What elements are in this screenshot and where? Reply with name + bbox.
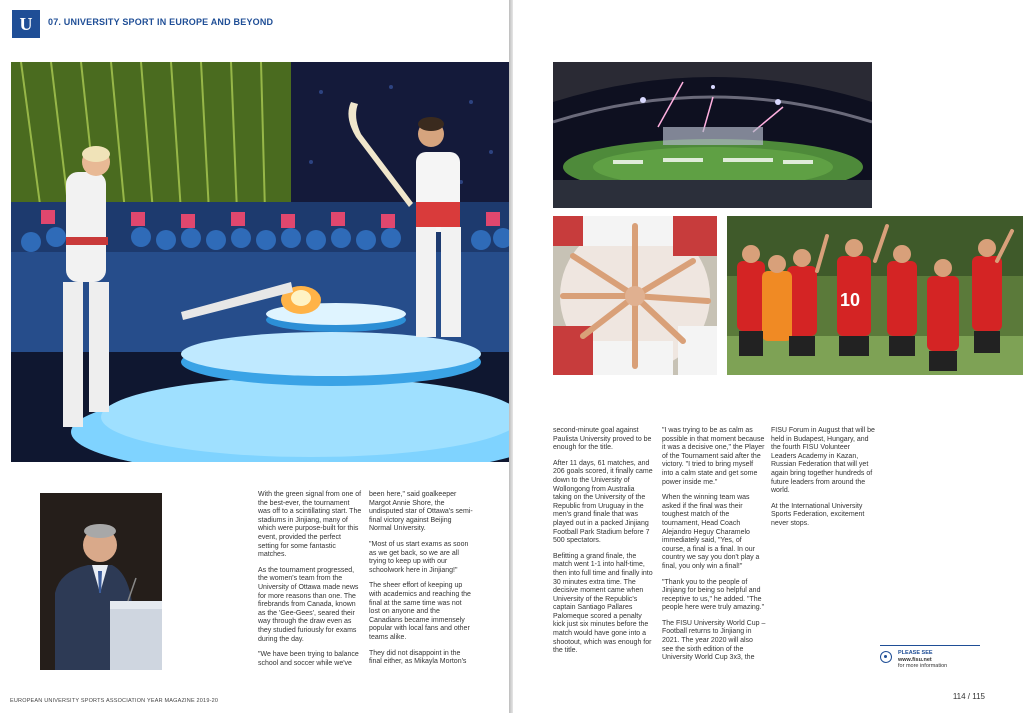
left-text-column-2 <box>369 491 473 674</box>
magazine-footer: EUROPEAN UNIVERSITY SPORTS ASSOCIATION YEAR MAGAZINE 2019-20 <box>10 698 219 704</box>
cauldron-lighting-photo <box>11 62 509 462</box>
please-see-box <box>880 645 980 670</box>
stadium-fireworks-photo <box>553 62 872 208</box>
paragraph: "Most of us start exams as soon as we get back, so we are all trying to keep up with our schoolwork here in Jinjiang!" <box>369 540 469 574</box>
paragraph: With the green signal from one of the best-ever, the tournament was off to a scintillating start. The stadiums in Jinjiang, many of which were purpose-built for this event, provided the perfect setting for some fantastic matches. <box>258 491 362 559</box>
paragraph: When the winning team was asked if the final was their toughest match of the tournament, Head Coach Alejandro Heguy Charamelo immediately said, "Yes, of course, a final is a final. In our country we say you don't play a final, you only win a final!" <box>662 494 760 570</box>
paragraph: After 11 days, 61 matches, and 206 goals scored, it finally came down to the University of Wollongong from Australia taking on the University of the Republic from Uruguay in the men's grand finale that was played out in a packed Jinjiang Football Park Stadium before 7 500 spectators. <box>553 459 653 545</box>
page-numbers: 114 / 115 <box>952 692 985 701</box>
left-page <box>0 0 509 713</box>
please-see-note: for more information <box>898 663 948 669</box>
speaker-podium-photo <box>40 493 162 670</box>
paragraph: second-minute goal against Paulista University proved to be enough for the title. <box>553 427 652 452</box>
right-text-column-3 <box>771 427 875 536</box>
paragraph: At the International University Sports Federation, excitement never stops. <box>771 502 865 527</box>
paragraph: Befitting a grand finale, the match went 1-1 into half-time, then into full time and finally into 30 minutes extra time. The decisive moment came when University of the Republic's captain Santiago Pallares Palomeque scored a penalty kick just six minutes before the match would have gone into a shootout, which was enough for the title. <box>553 552 653 655</box>
please-see-title: PLEASE SEE <box>898 650 933 656</box>
left-text-column-1 <box>258 491 362 675</box>
paragraph: "We have been trying to balance school and soccer while we've <box>258 651 359 667</box>
please-see-link[interactable]: www.fisu.net <box>898 656 932 663</box>
paragraph: The FISU University World Cup – Football returns to Jinjiang in 2021. The year 2020 will also see the sixth edition of the University World Cup 3x3, the <box>662 619 766 662</box>
right-text-column-2 <box>662 427 766 670</box>
svg-text:10: 10 <box>840 290 861 310</box>
university-logo: U <box>12 10 40 38</box>
paragraph: The sheer effort of keeping up with academics and reaching the final at the same time was not lost on anyone and the Canadians became immensely popular with local fans and other teams alike. <box>369 582 471 641</box>
paragraph: FISU Forum in August that will be held in Budapest, Hungary, and the fourth FISU Volunteer Leaders Academy in Kazan, Russian Federation that will yet again bring together hundreds of future leaders from around the world. <box>771 427 875 495</box>
eye-icon <box>880 651 892 663</box>
paragraph: They did not disappoint in the final either, as Mikayla Morton's <box>369 649 467 666</box>
right-page <box>513 0 1023 713</box>
team-celebration-photo <box>727 216 1023 375</box>
team-huddle-photo <box>553 216 717 375</box>
right-text-column-1 <box>553 427 653 663</box>
paragraph: "I was trying to be as calm as possible in that moment because it was a decisive one," the Player of the Tournament said after the victory. "I tried to bring myself into a calm state and get some power inside me." <box>662 427 765 486</box>
paragraph: "Thank you to the people of Jinjiang for being so helpful and receptive to us," he added. "The people here were truly amazing." <box>662 578 765 612</box>
paragraph: been here," said goalkeeper Margot Annie Shore, the undisputed star of Ottawa's semi-final victory against Beijing Normal University. <box>369 491 473 533</box>
paragraph: As the tournament progressed, the women's team from the University of Ottawa made news for more reasons than one. The firebrands from Canada, known as the 'Gee-Gees', seared their way through the draw even as they studied furiously for exams during the day. <box>258 566 359 643</box>
section-title: 07. UNIVERSITY SPORT IN EUROPE AND BEYOND <box>48 17 274 27</box>
